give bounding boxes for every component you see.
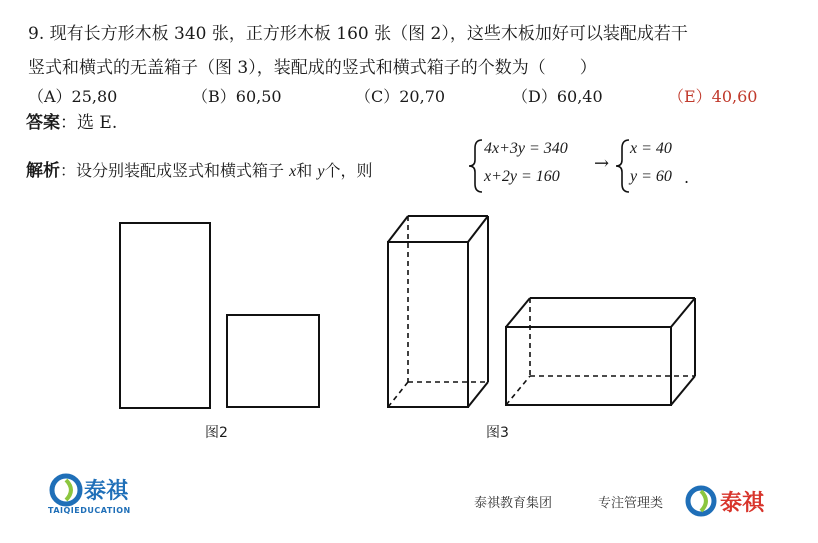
footer-slogan: 专注管理类 [598,496,664,511]
horizontal-box [506,298,695,405]
analysis-end: . [684,168,690,187]
brand-logo-left [48,470,158,518]
analysis-text-b: 个，则 [324,161,373,180]
footer-company: 泰祺教育集团 [474,496,553,511]
logo-swirl-icon [48,472,84,508]
option-c: （C）20,70 [355,87,446,106]
option-d: （D）60,40 [512,87,603,106]
analysis-and: 和 [296,161,313,180]
brand-logo-right [684,478,794,524]
analysis-text-a: ：设分别装配成竖式和横式箱子 [60,161,285,180]
vertical-box [388,216,488,407]
solution-2: y = 60 [630,168,672,185]
question-line-2: 竖式和横式的无盖箱子（图 3），装配成的竖式和横式箱子的个数为（ ） [28,58,597,78]
option-b: （B）60,50 [192,87,282,106]
figure-3-caption: 图3 [486,425,509,441]
arrow-right-icon: → [594,153,610,174]
figure-3-boxes [378,212,708,417]
brand-subtitle: TAIQIEDUCATION [48,506,131,515]
var-x: x [289,163,297,180]
square-board [227,315,319,407]
answer-line [26,108,117,133]
rectangle-board [120,223,210,408]
figure-2-caption: 图2 [205,425,228,441]
solution-1: x = 40 [630,140,672,157]
option-e: （E）40,60 [668,87,758,106]
brand-name-left: 泰祺 [84,479,129,504]
answer-text: ：选 E. [60,113,118,133]
analysis-line [26,156,372,181]
left-brace-icon [466,138,486,194]
equation-1: 4x+3y = 340 [484,140,568,157]
logo-swirl-icon-right [684,484,718,518]
analysis-title: 解析 [26,161,60,181]
figure-2-boards [110,215,330,415]
answer-title: 答案 [26,113,60,133]
question-line-1: 9. 现有长方形木板 340 张，正方形木板 160 张（图 2），这些木板加好可以装配成若干 [28,24,688,44]
option-a: （A）25,80 [28,87,118,106]
var-y: y [317,163,325,180]
brand-name-right: 泰祺 [720,491,765,516]
equation-2: x+2y = 160 [484,168,560,185]
